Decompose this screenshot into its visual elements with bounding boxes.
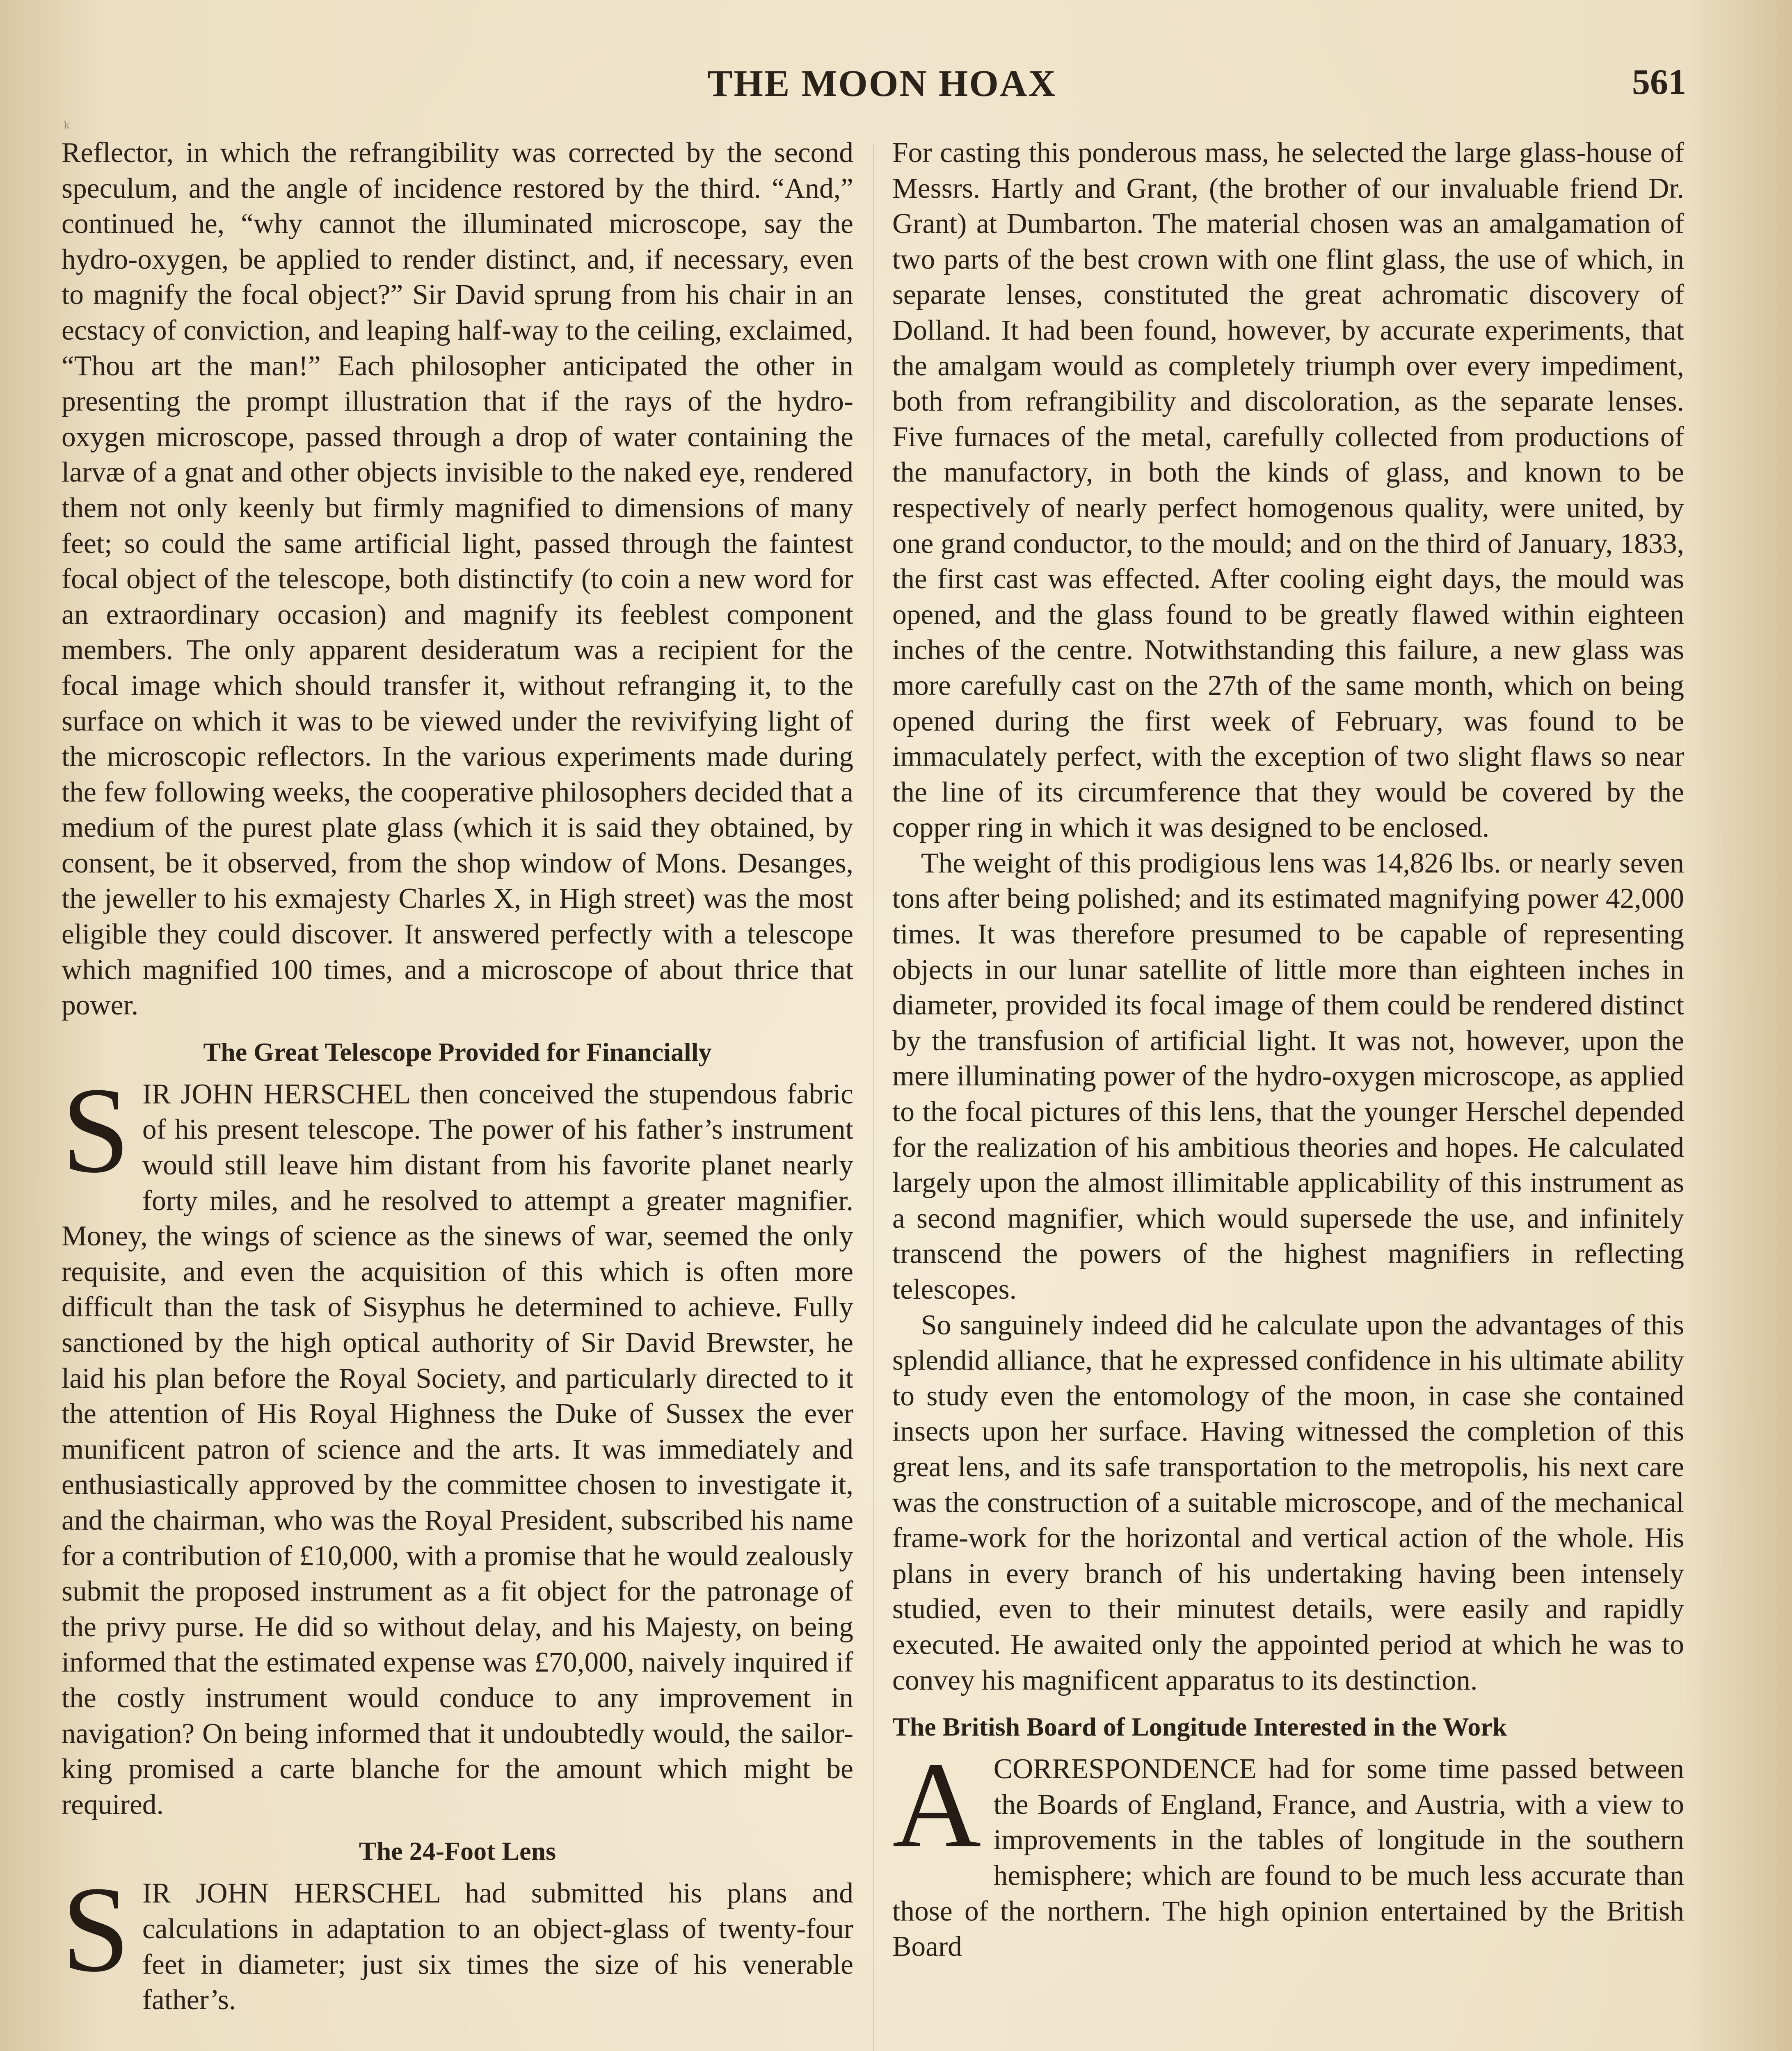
- drop-cap: S: [62, 1062, 130, 1198]
- paragraph-text: CORRESPONDENCE had for some time passed between the Boards of England, France, and Austria, with a view to improvements in the tables of longitude in the southern hemisphere; which are found to be much less accurate than those of the northern. The high opinion entertained by the British Board: [892, 1753, 1684, 1963]
- right-column: [892, 135, 1684, 1965]
- paragraph-text: IR JOHN HERSCHEL then conceived the stupendous fabric of his present telescope. The power of his father’s instrument would still leave him distant from his favorite planet nearly forty miles, and he resolved to attempt a greater magnifier. Money, the wings of science as the sinews of war, seemed the only requisite, and even the acquisition of this which is often more difficult than the task of Sisyphus he determined to achieve. Fully sanctioned by the high optical authority of Sir David Brewster, he laid his plan before the Royal Society, and particularly directed to it the attention of His Royal Highness the Duke of Sussex the ever munificent patron of science and the arts. It was immediately and enthusiastically approved by the committee chosen to investigate it, and the chairman, who was the Royal President, subscribed his name for a contribution of £10,000, with a promise that he would zealously submit the proposed instrument as a fit object for the patronage of the privy purse. He did so without delay, and his Majesty, on being informed that the estimated expense was £70,000, naively inquired if the costly instrument would conduce to any improvement in navigation? On being informed that it undoubtedly would, the sailor-king promised a carte blanche for the amount which might be required.: [62, 1078, 853, 1820]
- page-header: [62, 62, 1703, 131]
- page-number: 561: [1632, 62, 1686, 102]
- section-heading: The British Board of Longitude Interested in the Work: [892, 1712, 1507, 1742]
- running-title: THE MOON HOAX: [707, 62, 1057, 104]
- column-divider: [873, 144, 874, 2051]
- paragraph: [62, 1861, 853, 2018]
- paragraph: Reflector, in which the refrangibility was corrected by the second speculum, and the angle of incidence restored by the third. “And,” continued he, “why cannot the illuminated microscope, say the hydro-oxygen, be applied to render distinct, and, if necessary, even to magnify the focal object?” Sir David sprung from his chair in an ecstacy of conviction, and leaping half-way to the ceiling, exclaimed, “Thou art the man!” Each philosopher anticipated the other in presenting the prompt illustration that if the rays of the hydro-oxygen microscope, passed through a drop of water containing the larvæ of a gnat and other objects invisible to the naked eye, rendered them not only keenly but firmly magnified to dimensions of many feet; so could the same artificial light, passed through the faintest focal object of the telescope, both distinctify (to coin a new word for an extraordinary occasion) and magnify its feeblest component members. The only apparent desideratum was a recipient for the focal image which should transfer it, without refranging it, to the surface on which it was to be viewed under the revivifying light of the microscopic reflectors. In the various experiments made during the few following weeks, the cooperative philosophers decided that a medium of the purest plate glass (which it is said they obtained, by consent, be it observed, from the shop window of Mons. Desanges, the jeweller to his exmajesty Charles X, in High street) was the most eligible they could discover. It answered perfectly with a telescope which magnified 100 times, and a microscope of about thrice that power.: [62, 137, 853, 1021]
- margin-mark: ᵏ: [64, 119, 70, 138]
- paragraph: [62, 1062, 853, 1823]
- paragraph-text: IR JOHN HERSCHEL had submitted his plans and calculations in adaptation to an object-glass of twenty-four feet in diameter; just six times the size of his venerable father’s.: [142, 1877, 853, 2016]
- paragraph: For casting this ponderous mass, he selected the large glass-house of Messrs. Hartly and Grant, (the brother of our invaluable friend Dr. Grant) at Dumbarton. The material chosen was an amalgamation of two parts of the best crown with one flint glass, the use of which, in separate lenses, constituted the great achromatic discovery of Dolland. It had been found, however, by accurate experiments, that the amalgam would as completely triumph over every impediment, both from refrangibility and discoloration, as the separate lenses. Five furnaces of the metal, carefully collected from productions of the manufactory, in both the kinds of glass, and known to be respectively of nearly perfect homogenous quality, were united, by one grand conductor, to the mould; and on the third of January, 1833, the first cast was effected. After cooling eight days, the mould was opened, and the glass found to be greatly flawed within eighteen inches of the centre. Notwithstanding this failure, a new glass was more carefully cast on the 27th of the same month, which on being opened during the first week of February, was found to be immaculately perfect, with the exception of two slight flaws so near the line of its circumference that they would be covered by the copper ring in which it was designed to be enclosed.: [892, 137, 1684, 844]
- section-heading: The 24-Foot Lens: [359, 1836, 556, 1866]
- drop-cap: A: [892, 1737, 981, 1873]
- section-heading: The Great Telescope Provided for Financially: [203, 1037, 712, 1067]
- drop-cap: S: [62, 1861, 130, 1998]
- left-column: [62, 135, 853, 2018]
- paragraph: [892, 1737, 1684, 1965]
- paragraph: So sanguinely indeed did he calculate upon the advantages of this splendid alliance, that he expressed confidence in his ultimate ability to study even the entomology of the moon, in case she contained insects upon her surface. Having witnessed the completion of this great lens, and its safe transportation to the metropolis, his next care was the construction of a suitable microscope, and of the mechanical frame-work for the horizontal and vertical action of the whole. His plans in every branch of his undertaking having been intensely studied, even to their minutest details, were easily and rapidly executed. He awaited only the appointed period at which he was to convey his magnificent apparatus to its destinction.: [892, 1309, 1684, 1696]
- paragraph: The weight of this prodigious lens was 14,826 lbs. or nearly seven tons after being polished; and its estimated magnifying power 42,000 times. It was therefore presumed to be capable of representing objects in our lunar satellite of little more than eighteen inches in diameter, provided its focal image of them could be rendered distinct by the transfusion of artificial light. It was not, however, upon the mere illuminating power of the hydro-oxygen microscope, as applied to the focal pictures of this lens, that the younger Herschel depended for the realization of his ambitious theories and hopes. He calculated largely upon the almost illimitable applicability of this instrument as a second magnifier, which would supersede the use, and infinitely transcend the powers of the highest magnifiers in reflecting telescopes.: [892, 847, 1684, 1305]
